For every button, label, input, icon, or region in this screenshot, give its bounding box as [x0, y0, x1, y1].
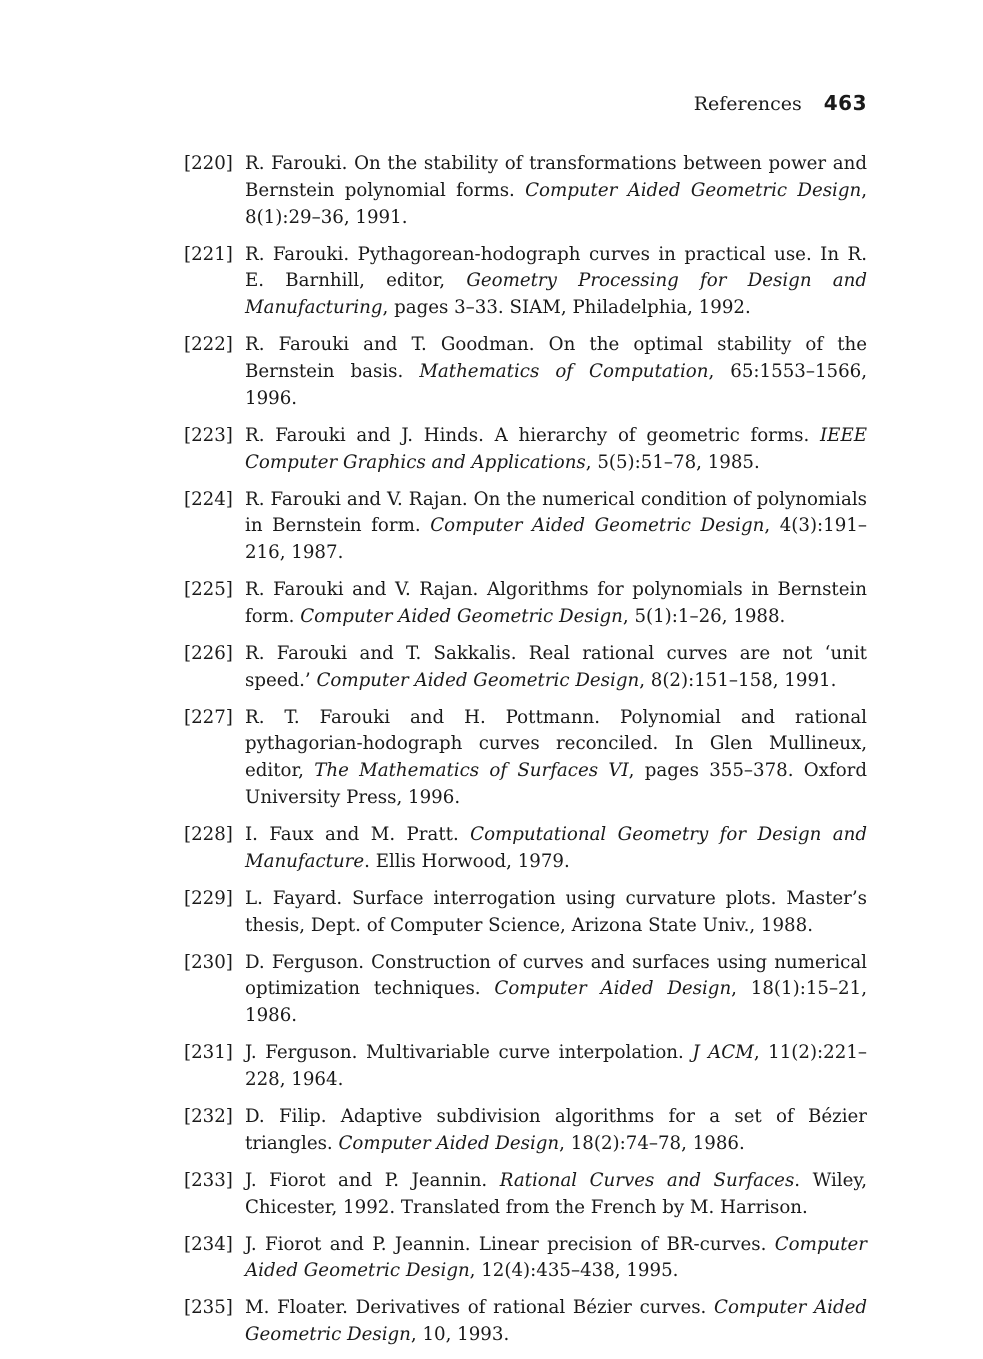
reference-text: [245, 641, 867, 695]
reference-publication: The Mathematics of Surfaces VI: [314, 760, 629, 782]
reference-text: [245, 1168, 867, 1222]
reference-number: [225]: [184, 579, 233, 601]
reference-citation: R. Farouki. On the stability of transformations between power and Bernstein polynomial forms.: [245, 153, 867, 201]
reference-citation: J. Fiorot and P. Jeannin. Linear precision of BR-curves.: [245, 1233, 775, 1255]
reference-details: , 18(1):15–21, 1986.: [245, 978, 867, 1027]
reference-publication: J ACM: [692, 1042, 754, 1064]
reference-publication: Computer Aided Geometric Design: [245, 1297, 867, 1346]
reference-item: [184, 822, 867, 876]
reference-item: [184, 705, 867, 812]
reference-number: [235]: [184, 1297, 233, 1319]
reference-details: , 4(3):191–216, 1987.: [245, 515, 867, 564]
reference-citation: R. Farouki and T. Goodman. On the optimal stability of the Bernstein basis.: [245, 334, 867, 382]
reference-publication: Computer Aided Geometric Design: [430, 515, 765, 537]
reference-details: , 10, 1993.: [410, 1324, 510, 1346]
reference-publication: Rational Curves and Surfaces: [499, 1169, 795, 1191]
reference-details: , 65:1553–1566, 1996.: [245, 360, 868, 409]
reference-citation: D. Ferguson. Construction of curves and surfaces using numerical optimization techniques.: [245, 951, 867, 1000]
reference-item: [184, 950, 867, 1030]
page-number: 463: [823, 91, 867, 115]
reference-publication: Computer Aided Geometric Design: [316, 669, 640, 691]
reference-list: [184, 151, 867, 1359]
running-head-title: References: [693, 93, 802, 115]
reference-number: [224]: [184, 488, 233, 510]
reference-number: [226]: [184, 642, 233, 664]
reference-number: [234]: [184, 1233, 233, 1255]
reference-text: [245, 1232, 867, 1286]
reference-item: [184, 886, 867, 940]
reference-details: , 18(2):74–78, 1986.: [559, 1132, 745, 1154]
reference-citation: R. Farouki and T. Sakkalis. Real rational curves are not ‘unit speed.’: [245, 642, 867, 691]
reference-details: . Wiley, Chicester, 1992. Translated from the French by M. Harrison.: [245, 1169, 867, 1218]
reference-item: [184, 151, 867, 231]
reference-number: [230]: [184, 951, 233, 973]
reference-text: [245, 705, 867, 812]
reference-details: , 5(5):51–78, 1985.: [585, 451, 760, 473]
reference-citation: I. Faux and M. Pratt.: [245, 824, 471, 846]
reference-publication: Mathematics of Computation: [419, 360, 709, 382]
reference-text: [245, 950, 867, 1030]
reference-publication: Computer Aided Design: [338, 1132, 560, 1154]
reference-item: [184, 1040, 867, 1094]
reference-item: [184, 577, 867, 631]
reference-text: [245, 577, 867, 631]
reference-number: [227]: [184, 706, 233, 728]
reference-publication: Geometry Processing for Design and Manufacturing: [245, 270, 867, 319]
reference-citation: J. Fiorot and P. Jeannin.: [245, 1169, 500, 1191]
reference-text: [245, 332, 867, 412]
reference-number: [233]: [184, 1169, 233, 1191]
reference-text: [245, 1040, 867, 1094]
reference-details: , 5(1):1–26, 1988.: [622, 605, 786, 627]
reference-number: [232]: [184, 1105, 233, 1127]
reference-details: , 8(2):151–158, 1991.: [639, 669, 837, 691]
reference-item: [184, 242, 867, 322]
reference-text: [245, 423, 867, 477]
reference-item: [184, 423, 867, 477]
reference-item: [184, 1168, 867, 1222]
reference-citation: R. T. Farouki and H. Pottmann. Polynomial and rational pythagorian-hodograph curves reconciled. In Glen Mullineux, editor,: [245, 706, 867, 782]
reference-item: [184, 487, 867, 567]
reference-text: [245, 1104, 867, 1158]
reference-number: [231]: [184, 1042, 233, 1064]
reference-publication: Computational Geometry for Design and Manufacture: [245, 824, 867, 872]
reference-citation: L. Fayard. Surface interrogation using curvature plots. Master’s thesis, Dept. of Computer Science, Arizona State Univ., 1988.: [245, 887, 867, 936]
reference-text: [245, 1295, 867, 1349]
reference-citation: R. Farouki and J. Hinds. A hierarchy of geometric forms.: [245, 424, 820, 446]
reference-details: , 11(2):221–228, 1964.: [245, 1042, 867, 1090]
reference-number: [228]: [184, 824, 233, 846]
reference-text: [245, 886, 867, 940]
reference-text: [245, 487, 867, 567]
reference-publication: Computer Aided Geometric Design: [245, 1233, 867, 1282]
reference-text: [245, 151, 867, 231]
reference-item: [184, 1232, 867, 1286]
reference-citation: M. Floater. Derivatives of rational Bézier curves.: [245, 1297, 715, 1319]
running-head: [694, 91, 867, 115]
reference-text: [245, 822, 867, 876]
reference-citation: J. Ferguson. Multivariable curve interpolation.: [245, 1042, 693, 1064]
reference-details: , pages 3–33. SIAM, Philadelphia, 1992.: [382, 297, 751, 319]
reference-item: [184, 641, 867, 695]
reference-details: , 8(1):29–36, 1991.: [245, 179, 868, 228]
reference-citation: D. Filip. Adaptive subdivision algorithms for a set of Bézier triangles.: [245, 1105, 867, 1154]
reference-item: [184, 1104, 867, 1158]
reference-publication: IEEE Computer Graphics and Applications: [245, 424, 867, 473]
reference-publication: Computer Aided Geometric Design: [525, 179, 862, 201]
reference-number: [223]: [184, 424, 233, 446]
reference-number: [220]: [184, 153, 233, 174]
reference-citation: R. Farouki and V. Rajan. On the numerical condition of polynomials in Bernstein form.: [245, 488, 867, 537]
reference-number: [222]: [184, 334, 233, 356]
reference-details: , 12(4):435–438, 1995.: [469, 1260, 679, 1282]
reference-citation: R. Farouki and V. Rajan. Algorithms for polynomials in Bernstein form.: [245, 579, 867, 627]
reference-number: [221]: [184, 243, 233, 265]
reference-publication: Computer Aided Design: [494, 978, 732, 1000]
reference-text: [245, 242, 867, 322]
reference-details: , pages 355–378. Oxford University Press, 1996.: [245, 760, 867, 809]
reference-details: . Ellis Horwood, 1979.: [364, 850, 570, 872]
reference-publication: Computer Aided Geometric Design: [300, 605, 623, 627]
reference-number: [229]: [184, 887, 233, 909]
reference-citation: R. Farouki. Pythagorean-hodograph curves in practical use. In R. E. Barnhill, editor,: [245, 243, 867, 292]
reference-item: [184, 332, 867, 412]
reference-item: [184, 1295, 867, 1349]
